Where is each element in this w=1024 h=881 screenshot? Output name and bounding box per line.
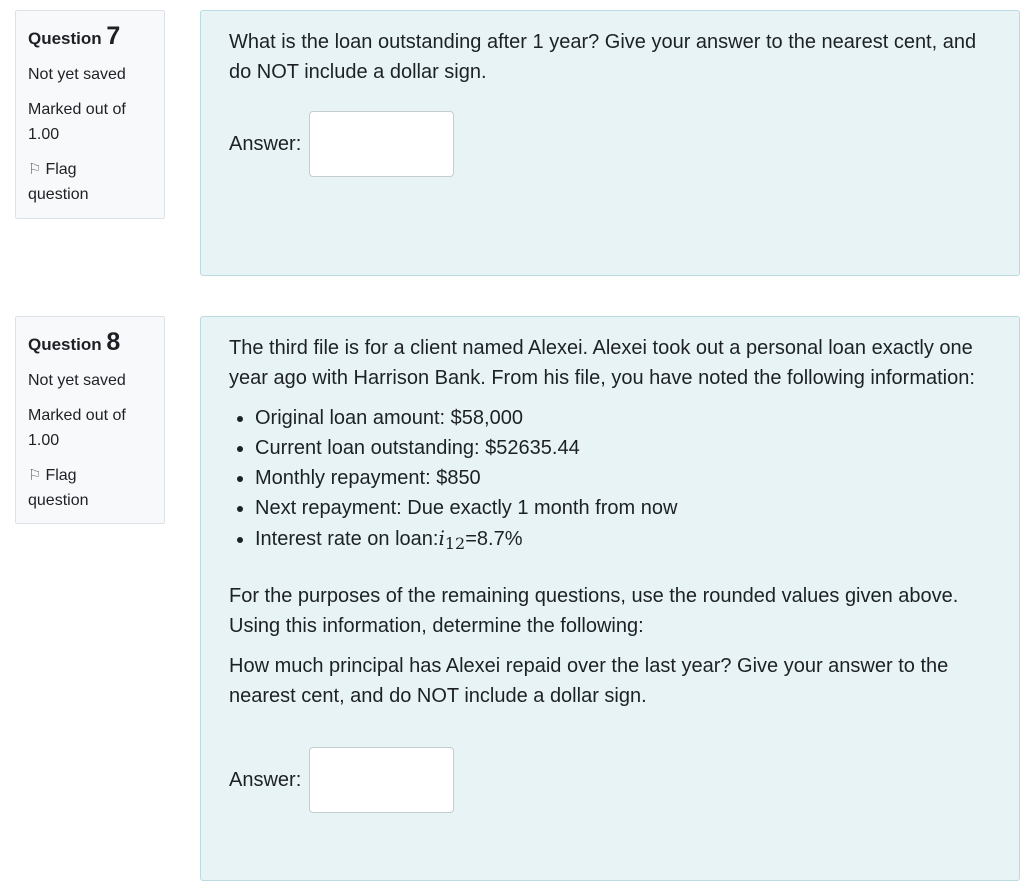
flag-label-2: question	[28, 492, 89, 509]
question-instruction: For the purposes of the remaining questions, use the rounded values given above. Using this information, determine the following:	[229, 585, 959, 637]
question-text	[229, 27, 991, 87]
rate-value: =8.7%	[465, 528, 523, 550]
question-content	[200, 316, 1020, 881]
grade-label: Marked out of	[28, 101, 126, 118]
question-state: Not yet saved	[28, 66, 126, 83]
question-label: Question	[28, 29, 102, 48]
question-number-value: 7	[106, 22, 121, 50]
flag-icon: ⚐	[28, 161, 42, 178]
list-item-interest-rate	[255, 523, 991, 559]
list-item: • Current loan outstanding: $52635.44	[255, 433, 991, 463]
list-item: • Monthly repayment: $850	[255, 463, 991, 493]
question-content	[200, 10, 1020, 276]
grade-label: Marked out of	[28, 407, 126, 424]
rate-variable: i	[438, 526, 445, 550]
rate-subscript: 12	[444, 534, 466, 553]
flag-label-2: question	[28, 186, 89, 203]
answer-input[interactable]	[309, 747, 454, 813]
flag-icon: ⚐	[28, 467, 42, 484]
flag-question-button[interactable]	[28, 463, 152, 513]
grade-value: 1.00	[28, 432, 60, 449]
question-grade	[28, 403, 152, 453]
list-item: • Next repayment: Due exactly 1 month from now	[255, 493, 991, 523]
question-intro: The third file is for a client named Alexei. Alexei took out a personal loan exactly one year ago with Harrison Bank. From his file, you have noted the following information:	[229, 337, 975, 389]
question-label: Question	[28, 335, 102, 354]
flag-label: Flag	[45, 161, 77, 178]
question-number-value: 8	[106, 328, 121, 356]
list-item: • Original loan amount: $58,000	[255, 403, 991, 433]
grade-value: 1.00	[28, 126, 60, 143]
answer-row	[229, 747, 991, 813]
question-grade	[28, 97, 152, 147]
flag-label: Flag	[45, 467, 77, 484]
question-state: Not yet saved	[28, 372, 126, 389]
question-info-panel	[15, 316, 165, 524]
question-info-panel	[15, 10, 165, 219]
question-prompt: How much principal has Alexei repaid over the last year? Give your answer to the nearest cent, and do NOT include a dollar sign.	[229, 655, 949, 707]
question-number	[28, 329, 152, 358]
question-7	[0, 0, 1024, 290]
answer-row	[229, 111, 991, 177]
answer-label: Answer:	[229, 133, 302, 155]
question-prompt: What is the loan outstanding after 1 year? Give your answer to the nearest cent, and do NOT include a dollar sign.	[229, 31, 977, 83]
flag-question-button[interactable]	[28, 157, 152, 207]
loan-info-list	[229, 403, 991, 559]
question-8	[0, 305, 1024, 875]
question-number	[28, 23, 152, 52]
question-text	[229, 333, 991, 711]
rate-prefix: Interest rate on loan:	[255, 528, 439, 550]
answer-input[interactable]	[309, 111, 454, 177]
answer-label: Answer:	[229, 769, 302, 791]
